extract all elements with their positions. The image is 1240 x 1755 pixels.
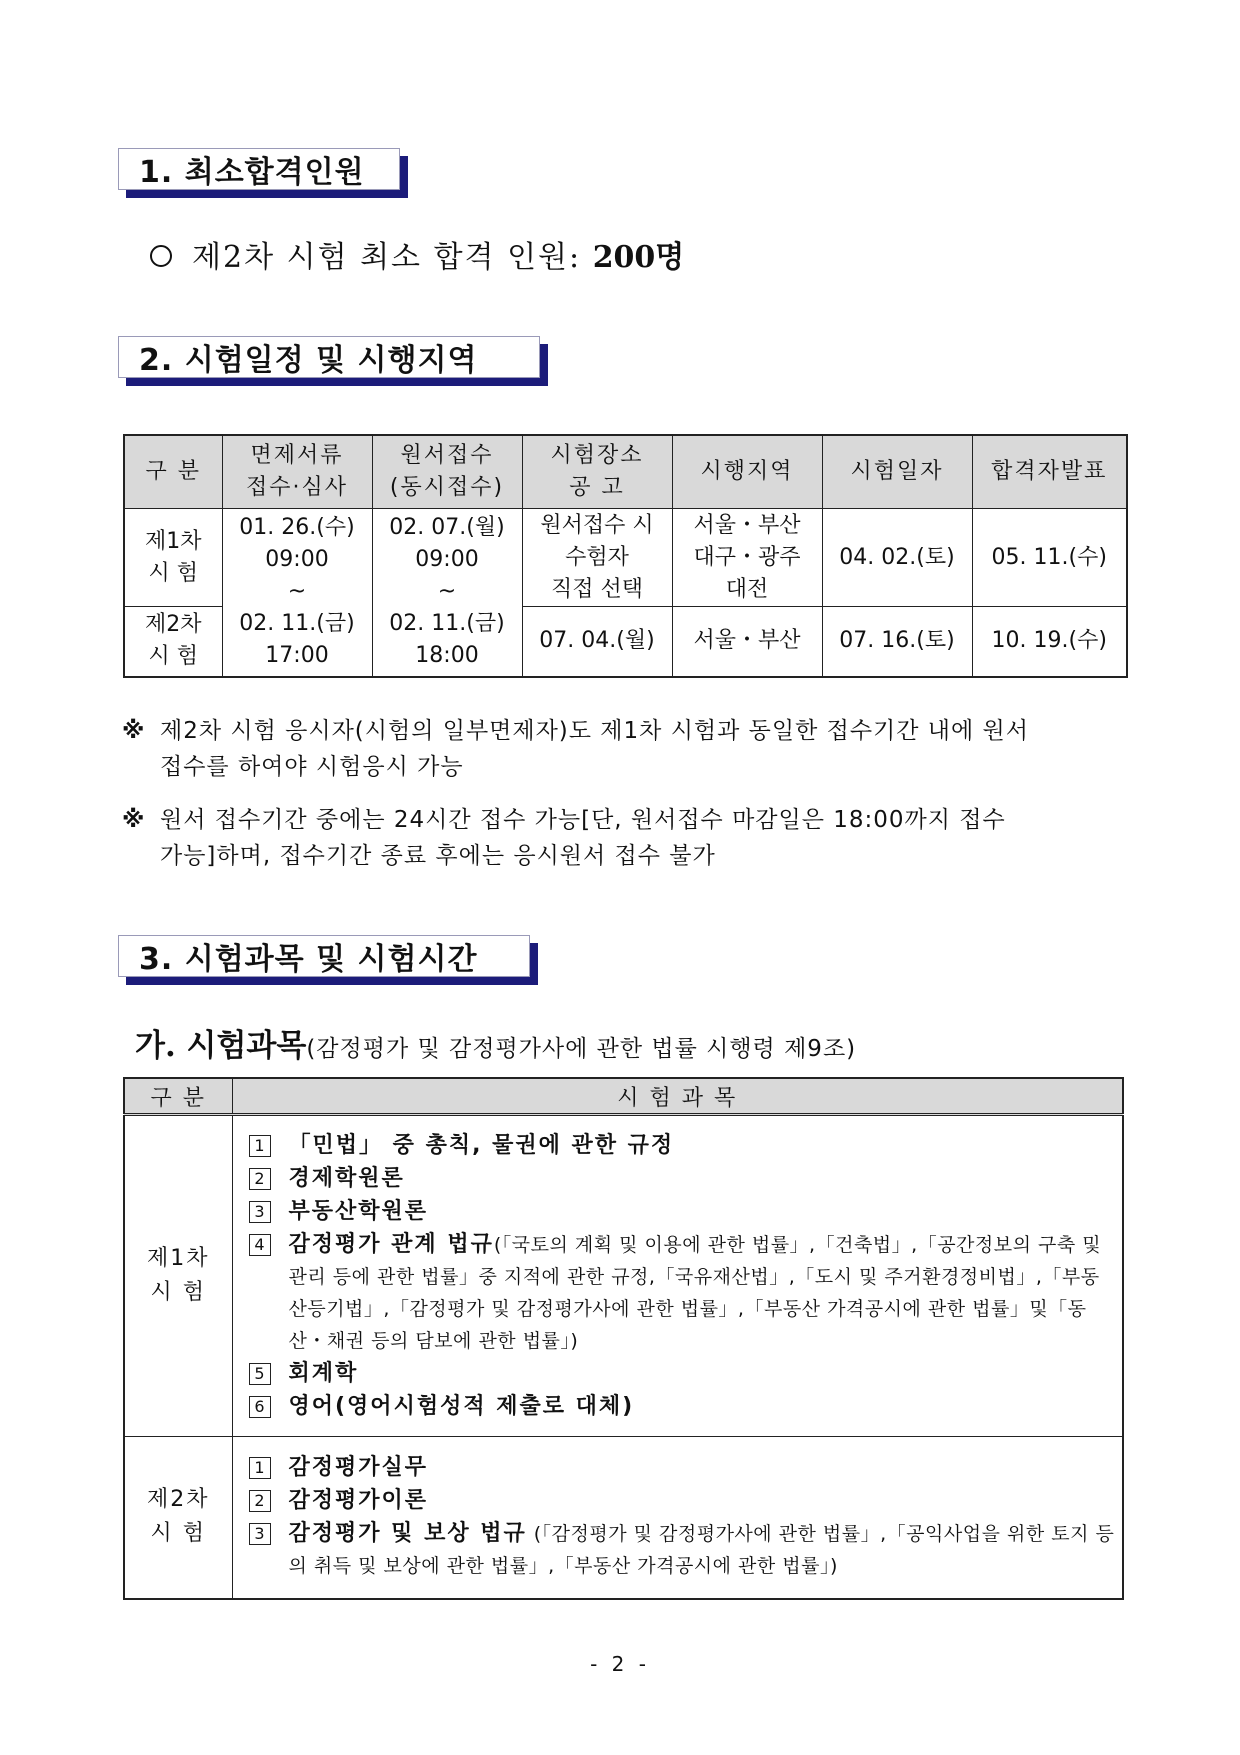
round2-result: 10. 19.(수) <box>972 607 1127 677</box>
circle-bullet-icon <box>150 245 172 267</box>
subjects-row-round2 <box>124 1437 1123 1599</box>
subject-item <box>249 1196 1117 1228</box>
schedule-table <box>123 434 1128 678</box>
round1-label <box>124 509 222 607</box>
subject-title: 경제학원론 <box>288 1165 405 1191</box>
subjects-heading-subtitle: (감정평가 및 감정평가사에 관한 법률 시행령 제9조) <box>306 1036 857 1062</box>
round1-region-line2: 대구・광주 <box>693 544 801 570</box>
subject-number: 4 <box>249 1234 271 1256</box>
round2-exam-date: 07. 16.(토) <box>822 607 972 677</box>
subject-detail: (「감정평가 및 감정평가사에 관한 법률」,「공익사업을 위한 토지 등의 취득 및 보상에 관한 법률」,「부동산 가격공시에 관한 법률」) <box>288 1523 1115 1578</box>
note-2-line2: 가능]하며, 접수기간 종료 후에는 응시원서 접수 불가 <box>160 843 716 869</box>
exemption-end-date: 02. 11.(금) <box>239 611 355 637</box>
subject-item <box>249 1391 1117 1423</box>
subject-item <box>249 1518 1117 1582</box>
header-venue <box>522 435 672 509</box>
subject-number: 1 <box>249 1135 271 1157</box>
subject-item <box>249 1485 1117 1517</box>
section-2-heading <box>118 336 548 386</box>
note-1 <box>122 713 1132 785</box>
header-venue-line2: 공 고 <box>569 475 625 500</box>
round1-region-line1: 서울・부산 <box>693 512 801 538</box>
subject-title: 「민법」 중 총칙, 물권에 관한 규정 <box>288 1132 675 1158</box>
subject-number: 5 <box>249 1363 271 1385</box>
round2-label-line1: 제2차 <box>144 612 202 638</box>
exemption-start-date: 01. 26.(수) <box>239 515 355 541</box>
min-pass-value: 200명 <box>592 240 685 275</box>
note-1-line1: 제2차 시험 응시자(시험의 일부면제자)도 제1차 시험과 동일한 접수기간 내에 원서 <box>160 718 1029 744</box>
round1-venue <box>522 509 672 607</box>
subject-detail: (「국토의 계획 및 이용에 관한 법률」,「건축법」,「공간정보의 구축 및 관리 등에 관한 법률」중 지적에 관한 규정,「국유재산법」,「도시 및 주거환경정비법」,「부동산등기법」,「감정평가 및 감정평가사에 관한 법률」,「부동산 가격공시에 관한 법률」및「동산・채권 등의 담보에 관한 법률」) <box>288 1233 1102 1352</box>
subject-number: 6 <box>249 1396 271 1418</box>
subject-number: 2 <box>249 1168 271 1190</box>
header-result: 합격자발표 <box>972 435 1127 509</box>
round1-venue-line2: 수험자 <box>565 544 629 570</box>
application-start-date: 02. 07.(월) <box>389 515 505 541</box>
exemption-period <box>222 509 372 677</box>
header-exemption <box>222 435 372 509</box>
subjects-heading <box>135 1020 856 1065</box>
subject-title: 감정평가실무 <box>288 1455 429 1481</box>
header-category: 구 분 <box>124 435 222 509</box>
subject-item <box>249 1452 1117 1484</box>
header-application-line1: 원서접수 <box>400 443 494 468</box>
subject-number: 1 <box>249 1457 271 1479</box>
subjects-header-row <box>124 1078 1123 1115</box>
round2-label <box>124 607 222 677</box>
subjects-heading-title: 가. 시험과목 <box>135 1028 307 1064</box>
subject-number: 3 <box>249 1523 271 1545</box>
subject-title: 회계학 <box>288 1360 359 1386</box>
subjects-round1-label-line2: 시 험 <box>150 1280 206 1305</box>
subject-title: 감정평가이론 <box>288 1488 429 1514</box>
round1-region-line3: 대전 <box>725 576 769 602</box>
exemption-tilde: ~ <box>287 579 307 605</box>
subject-number: 2 <box>249 1490 271 1512</box>
subjects-round2-label <box>124 1437 232 1599</box>
subject-item <box>249 1229 1117 1357</box>
note-mark: ※ <box>122 807 146 833</box>
round1-region <box>672 509 822 607</box>
application-end-time: 18:00 <box>415 643 479 669</box>
section-3-heading <box>118 935 538 985</box>
section-1-heading <box>118 148 408 198</box>
round1-exam-date: 04. 02.(토) <box>822 509 972 607</box>
application-period <box>372 509 522 677</box>
section-3-title: 3. 시험과목 및 시험시간 <box>118 935 530 977</box>
subject-title: 감정평가 및 보상 법규 <box>288 1521 527 1547</box>
page-number: - 2 - <box>590 1652 650 1676</box>
subject-title: 부동산학원론 <box>288 1198 429 1224</box>
subject-number: 3 <box>249 1201 271 1223</box>
application-tilde: ~ <box>437 579 457 605</box>
header-exemption-line1: 면제서류 <box>250 443 344 468</box>
note-mark: ※ <box>122 718 146 744</box>
note-1-line2: 접수를 하여야 시험응시 가능 <box>160 754 464 780</box>
subjects-round1-list <box>232 1115 1123 1437</box>
subjects-round1-label <box>124 1115 232 1437</box>
subjects-table <box>123 1077 1124 1600</box>
note-2 <box>122 802 1132 874</box>
subject-title: 영어(영어시험성적 제출로 대체) <box>288 1393 635 1419</box>
round2-region: 서울・부산 <box>672 607 822 677</box>
subjects-row-round1 <box>124 1115 1123 1437</box>
round1-label-line1: 제1차 <box>144 528 202 554</box>
header-application-line2: (동시접수) <box>389 475 505 500</box>
min-pass-text: 제2차 시험 최소 합격 인원: <box>192 240 582 275</box>
subjects-round2-label-line1: 제2차 <box>146 1487 210 1513</box>
header-exemption-line2: 접수·심사 <box>245 475 348 500</box>
round1-result: 05. 11.(수) <box>972 509 1127 607</box>
subject-item <box>249 1358 1117 1390</box>
header-region: 시행지역 <box>672 435 822 509</box>
application-end-date: 02. 11.(금) <box>389 611 505 637</box>
round1-venue-line3: 직접 선택 <box>550 576 643 602</box>
round1-label-line2: 시 험 <box>148 560 198 586</box>
subject-item <box>249 1163 1117 1195</box>
exemption-start-time: 09:00 <box>265 547 329 573</box>
header-venue-line1: 시험장소 <box>550 443 644 468</box>
subjects-round2-list <box>232 1437 1123 1599</box>
section-2-title: 2. 시험일정 및 시행지역 <box>118 336 540 378</box>
schedule-header-row <box>124 435 1127 509</box>
min-pass-line <box>150 232 684 276</box>
schedule-row-round1 <box>124 509 1127 607</box>
subjects-header-category: 구 분 <box>124 1078 232 1115</box>
subjects-header-subjects: 시 험 과 목 <box>232 1078 1123 1115</box>
subject-item <box>249 1130 1117 1162</box>
round2-venue: 07. 04.(월) <box>522 607 672 677</box>
subject-title: 감정평가 관계 법규 <box>288 1231 494 1257</box>
round2-label-line2: 시 험 <box>148 644 198 670</box>
subjects-round2-label-line2: 시 험 <box>150 1521 206 1547</box>
note-2-line1: 원서 접수기간 중에는 24시간 접수 가능[단, 원서접수 마감일은 18:00까지 접수 <box>160 807 1006 833</box>
header-exam-date: 시험일자 <box>822 435 972 509</box>
exemption-end-time: 17:00 <box>265 643 329 669</box>
section-1-title: 1. 최소합격인원 <box>118 148 400 190</box>
subjects-round1-label-line1: 제1차 <box>146 1246 210 1271</box>
application-start-time: 09:00 <box>415 547 479 573</box>
header-application <box>372 435 522 509</box>
round1-venue-line1: 원서접수 시 <box>540 512 654 538</box>
